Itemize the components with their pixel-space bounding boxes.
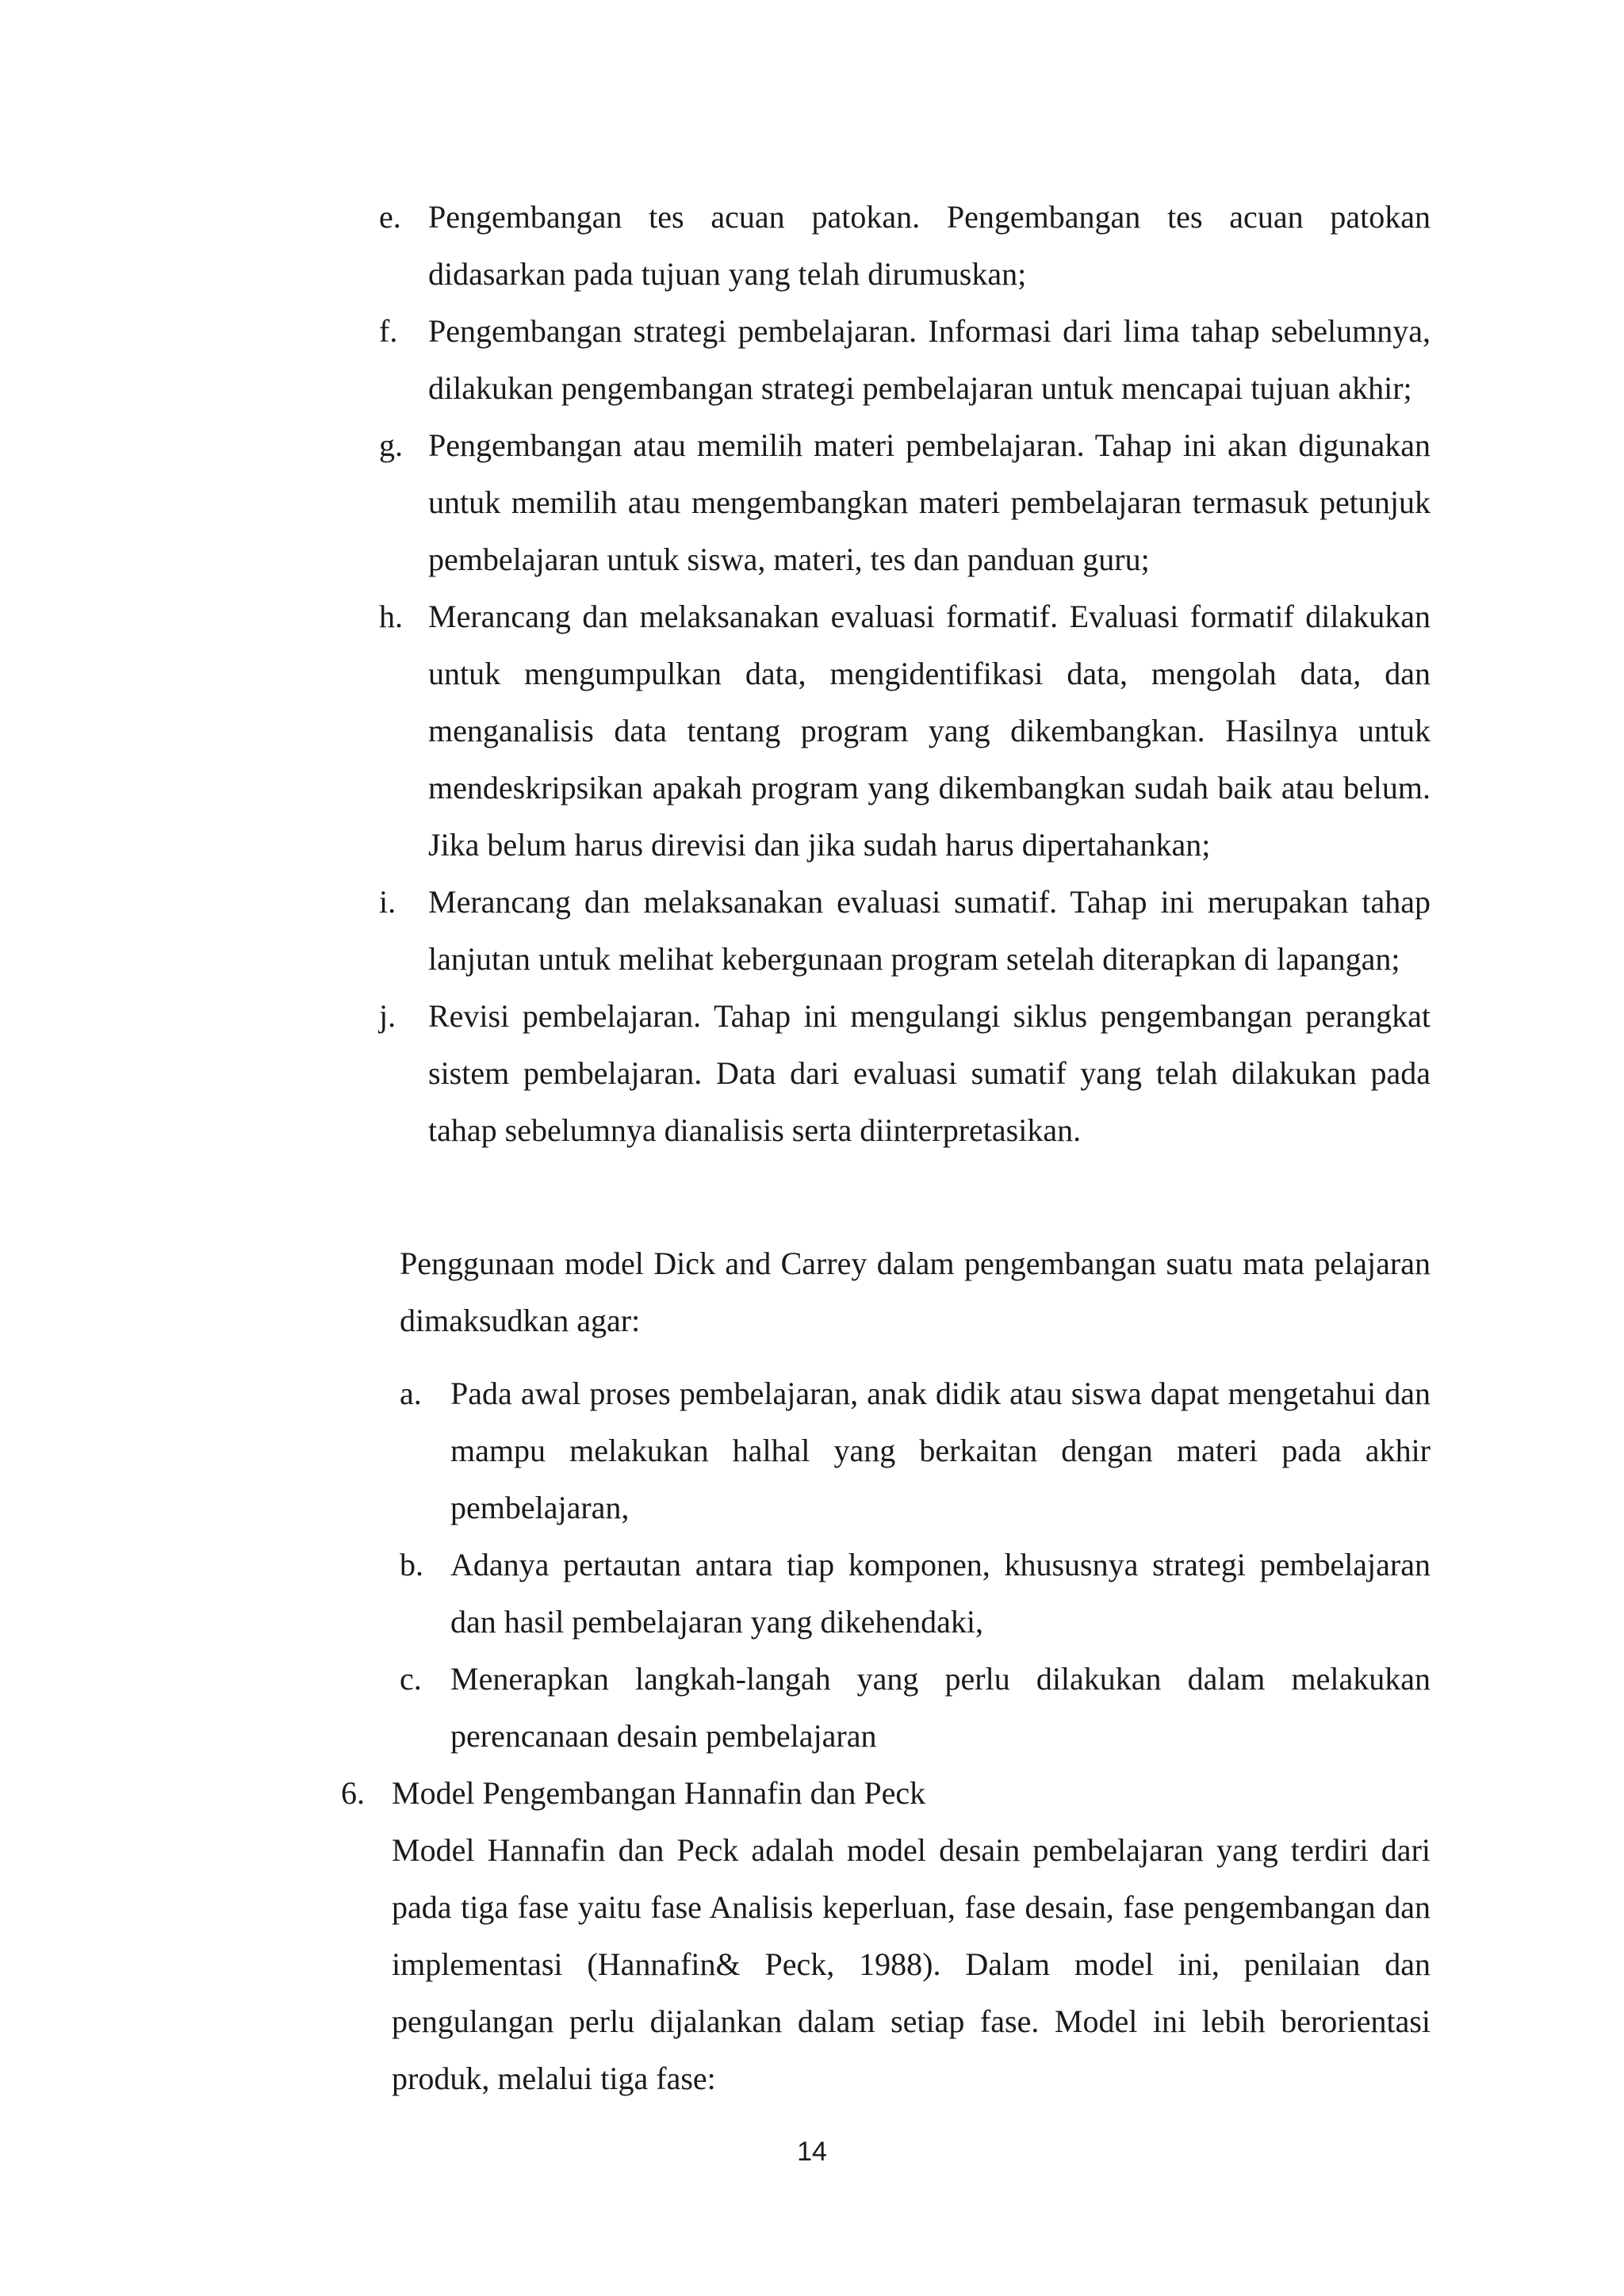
list-item xyxy=(379,303,1431,417)
section-number: 6. xyxy=(341,1775,365,1811)
list-marker: c. xyxy=(400,1661,422,1697)
list-item-text: Pada awal proses pembelajaran, anak didik atau siswa dapat mengetahui dan mampu melakukan halhal yang berkaitan dengan materi pada akhir pembelajaran, xyxy=(450,1376,1431,1525)
list-marker: h. xyxy=(379,599,403,634)
list-marker: g. xyxy=(379,427,403,463)
list-item-text: Pengembangan atau memilih materi pembelajaran. Tahap ini akan digunakan untuk memilih atau mengembangkan materi pembelajaran termasuk petunjuk pembelajaran untuk siswa, materi, tes dan panduan guru; xyxy=(428,427,1431,577)
list-item-text: Merancang dan melaksanakan evaluasi sumatif. Tahap ini merupakan tahap lanjutan untuk melihat kebergunaan program setelah diterapkan di lapangan; xyxy=(428,884,1431,977)
section-heading xyxy=(341,1765,1435,1822)
list-item xyxy=(379,417,1431,588)
list-item-text: Adanya pertautan antara tiap komponen, khususnya strategi pembelajaran dan hasil pembelajaran yang dikehendaki, xyxy=(450,1547,1431,1640)
list-item xyxy=(379,874,1431,988)
list-item xyxy=(379,588,1431,874)
list-item xyxy=(400,1651,1431,1765)
page-number: 14 xyxy=(797,2137,827,2167)
section-body: Model Hannafin dan Peck adalah model desain pembelajaran yang terdiri dari pada tiga fase yaitu fase Analisis keperluan, fase desain, fase pengembangan dan implementasi (Hannafin& Peck, 1988). Dalam model ini, penilaian dan pengulangan perlu dijalankan dalam setiap fase. Model ini lebih berorientasi produk, melalui tiga fase: xyxy=(392,1832,1431,2096)
list-item-text: Pengembangan tes acuan patokan. Pengembangan tes acuan patokan didasarkan pada tujuan yang telah dirumuskan; xyxy=(428,199,1431,292)
step-list xyxy=(379,189,1431,1159)
list-marker: e. xyxy=(379,199,401,235)
list-marker: a. xyxy=(400,1376,422,1411)
list-marker: f. xyxy=(379,313,398,349)
section-title: Model Pengembangan Hannafin dan Peck xyxy=(392,1775,926,1811)
list-item-text: Menerapkan langkah-langah yang perlu dilakukan dalam melakukan perencanaan desain pembelajaran xyxy=(450,1661,1431,1754)
list-marker: b. xyxy=(400,1547,423,1582)
list-item xyxy=(379,189,1431,303)
list-item xyxy=(400,1536,1431,1651)
list-marker: j. xyxy=(379,998,396,1034)
list-item xyxy=(400,1365,1431,1536)
list-item-text: Revisi pembelajaran. Tahap ini mengulangi siklus pengembangan perangkat sistem pembelajaran. Data dari evaluasi sumatif yang telah dilakukan pada tahap sebelumnya dianalisis serta diinterpretasikan. xyxy=(428,998,1431,1148)
list-marker: i. xyxy=(379,884,396,920)
list-item xyxy=(379,988,1431,1159)
list-item-text: Merancang dan melaksanakan evaluasi formatif. Evaluasi formatif dilakukan untuk mengumpulkan data, mengidentifikasi data, mengolah data, dan menganalisis data tentang program yang dikembangkan. Hasilnya untuk mendeskripsikan apakah program yang dikembangkan sudah baik atau belum. Jika belum harus direvisi dan jika sudah harus dipertahankan; xyxy=(428,599,1431,863)
purpose-list xyxy=(400,1365,1431,1765)
intro-paragraph: Penggunaan model Dick and Carrey dalam pengembangan suatu mata pelajaran dimaksudkan agar: xyxy=(400,1246,1431,1338)
list-item-text: Pengembangan strategi pembelajaran. Informasi dari lima tahap sebelumnya, dilakukan pengembangan strategi pembelajaran untuk mencapai tujuan akhir; xyxy=(428,313,1431,406)
